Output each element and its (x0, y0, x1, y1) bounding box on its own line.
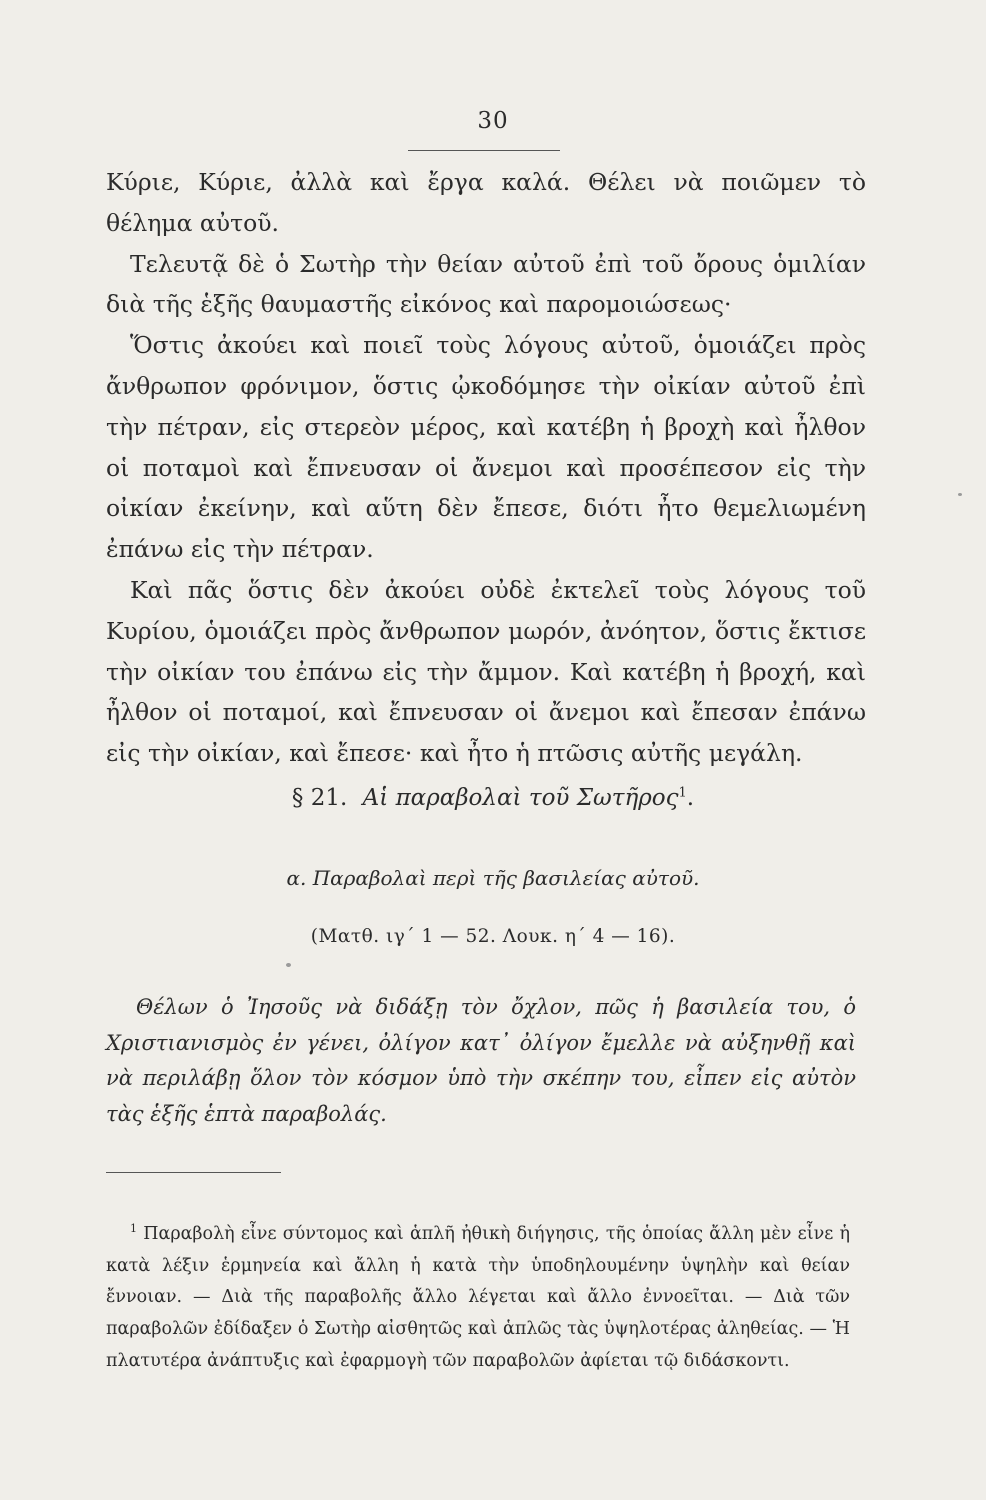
paragraph: Καὶ πᾶς ὅστις δὲν ἀκούει οὐδὲ ἐκτελεῖ τοὺς λόγους τοῦ Κυρίου, ὁμοιάζει πρὸς ἄνθρωπον μωρόν, ἀνόητον, ὅστις ἔκτισε τὴν οἰκίαν του ἐπάνω εἰς τὴν ἄμμον. Καὶ κατέβη ἡ βροχή, καὶ ἦλθον οἱ ποταμοί, καὶ ἔπνευσαν οἱ ἄνεμοι καὶ ἔπεσαν ἐπάνω εἰς τὴν οἰκίαν, καὶ ἔπεσε· καὶ ἦτο ἡ πτῶσις αὐτῆς μεγάλη. (106, 575, 866, 768)
page-number: 30 (477, 108, 509, 134)
section-number: 21. (310, 785, 348, 811)
scripture-reference: (Ματθ. ιγ΄ 1 — 52. Λουκ. η΄ 4 — 16). (310, 926, 676, 947)
section-sign: § (291, 785, 304, 811)
ink-smudge (286, 963, 291, 967)
section-trailing-period: . (686, 785, 695, 811)
paragraph: Ὅστις ἀκούει καὶ ποιεῖ τοὺς λόγους αὐτοῦ, ὁμοιάζει πρὸς ἄνθρωπον φρόνιμον, ὅστις ᾠκοδόμησε τὴν οἰκίαν αὐτοῦ ἐπὶ τὴν πέτραν, εἰς στερεὸν μέρος, καὶ κατέβη ἡ βροχὴ καὶ ἦλθον οἱ ποταμοὶ καὶ ἔπνευσαν οἱ ἄνεμοι καὶ προσέπεσον εἰς τὴν οἰκίαν ἐκείνην, καὶ αὕτη δὲν ἔπεσε, διότι ἦτο θεμελιωμένη ἐπάνω εἰς τὴν πέτραν. (106, 331, 866, 564)
footnote-reference: 1 (678, 785, 687, 801)
footnote-mark: 1 (130, 1222, 137, 1235)
page-number-rule (408, 150, 560, 151)
footnote-rule (106, 1172, 281, 1173)
intro-paragraph: Θέλων ὁ Ἰησοῦς νὰ διδάξῃ τὸν ὄχλον, πῶς ἡ βασιλεία του, ὁ Χριστιανισμὸς ἐν γένει, ὀλίγον κατ᾽ ὀλίγον ἔμελλε νὰ αὐξηνθῇ καὶ νὰ περιλάβῃ ὅλον τὸν κόσμον ὑπὸ τὴν σκέπην του, εἶπεν εἰς αὐτὸν τὰς ἑξῆς ἑπτὰ παραβολάς. (106, 995, 856, 1126)
paragraph: Τελευτᾷ δὲ ὁ Σωτὴρ τὴν θείαν αὐτοῦ ἐπὶ τοῦ ὄρους ὁμιλίαν διὰ τῆς ἑξῆς θαυμαστῆς εἰκόνος καὶ παρομοιώσεως· (106, 249, 866, 319)
ink-smudge (958, 493, 962, 496)
section-title: Αἱ παραβολαὶ τοῦ Σωτῆρος (362, 785, 679, 811)
footnote (106, 1213, 850, 1378)
paragraph: Κύριε, Κύριε, ἀλλὰ καὶ ἔργα καλά. Θέλει νὰ ποιῶμεν τὸ θέλημα αὐτοῦ. (106, 168, 866, 237)
main-text (106, 162, 866, 774)
footnote-text: Παραβολὴ εἶνε σύντομος καὶ ἁπλῆ ἠθικὴ διήγησις, τῆς ὁποίας ἄλλη μὲν εἶνε ἡ κατὰ λέξιν ἑρμηνεία καὶ ἄλλη ἡ κατὰ τὴν ὑποδηλουμένην ὑψηλὴν καὶ θείαν ἔννοιαν. — Διὰ τῆς παραβολῆς ἄλλο λέγεται καὶ ἄλλο ἐννοεῖται. — Διὰ τῶν παραβολῶν ἐδίδαξεν ὁ Σωτὴρ αἰσθητῶς καὶ ἁπλῶς τὰς ὑψηλοτέρας ἀληθείας. — Ἡ πλατυτέρα ἀνάπτυξις καὶ ἐφαρμογὴ τῶν παραβολῶν ἀφίεται τῷ διδάσκοντι. (106, 1223, 850, 1372)
subsection-title: α. Παραβολαὶ περὶ τῆς βασιλείας αὐτοῦ. (286, 866, 700, 890)
section-heading (0, 785, 986, 811)
